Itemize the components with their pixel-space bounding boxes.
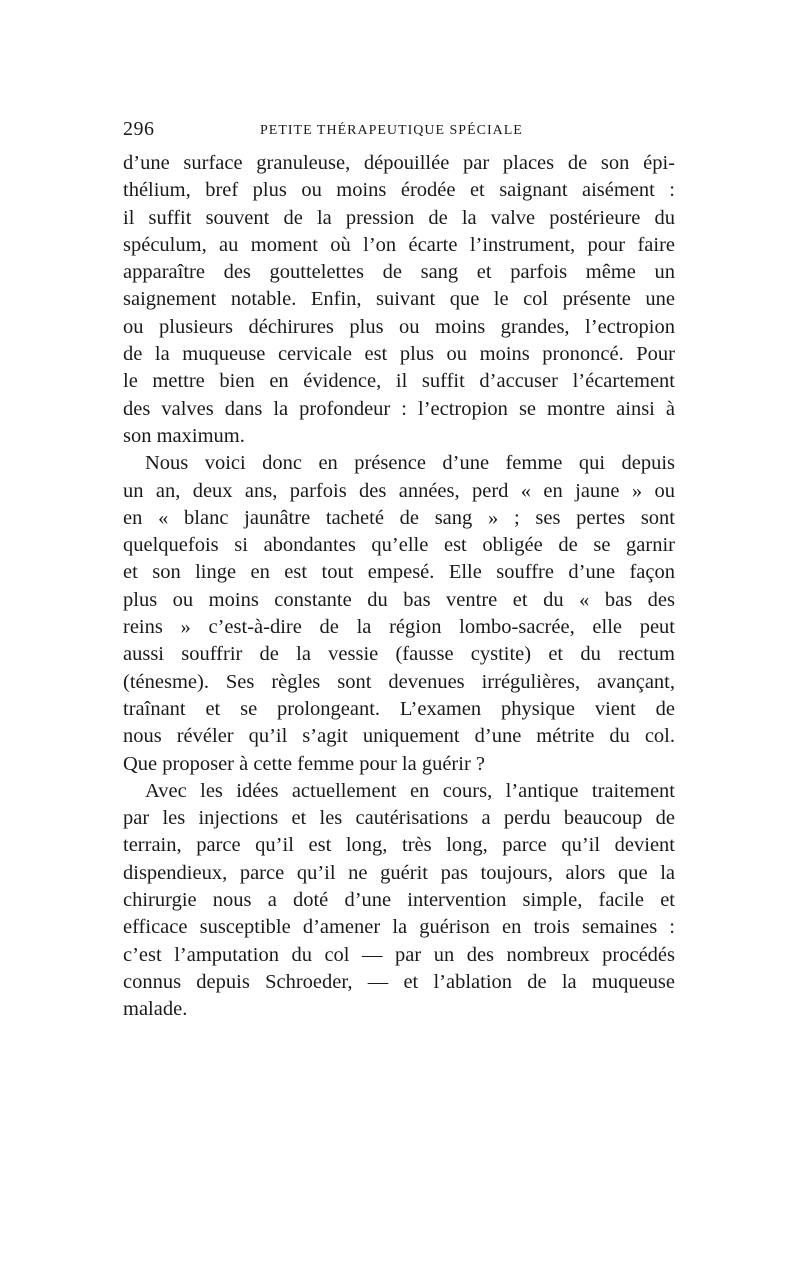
text-line: le mettre bien en évidence, il suffit d’accuser l’écartement bbox=[123, 370, 675, 393]
page-header bbox=[123, 118, 675, 148]
text-line: spéculum, au moment où l’on écarte l’instrument, pour faire bbox=[123, 233, 675, 256]
text-line: par les injections et les cautérisations a perdu beaucoup de bbox=[123, 807, 675, 830]
text-line: traînant et se prolongeant. L’examen physique vient de bbox=[123, 697, 675, 720]
page-number: 296 bbox=[123, 118, 155, 140]
text-line: nous révéler qu’il s’agit uniquement d’une métrite du col. bbox=[123, 725, 675, 748]
text-line: Nous voici donc en présence d’une femme qui depuis bbox=[145, 452, 675, 475]
text-line: quelquefois si abondantes qu’elle est obligée de se garnir bbox=[123, 534, 675, 557]
text-line: malade. bbox=[123, 998, 188, 1021]
text-line: connus depuis Schroeder, — et l’ablation de la muqueuse bbox=[123, 970, 675, 993]
text-line: ou plusieurs déchirures plus ou moins grandes, l’ectropion bbox=[123, 315, 675, 338]
text-line: thélium, bref plus ou moins érodée et saignant aisément : bbox=[123, 179, 675, 202]
body-text bbox=[123, 150, 675, 1024]
text-line: son maximum. bbox=[123, 424, 245, 447]
running-head: PETITE THÉRAPEUTIQUE SPÉCIALE bbox=[260, 123, 523, 138]
text-line: des valves dans la profondeur : l’ectropion se montre ainsi à bbox=[123, 397, 675, 420]
text-line: et son linge en est tout empesé. Elle souffre d’une façon bbox=[123, 561, 675, 584]
text-line: aussi souffrir de la vessie (fausse cystite) et du rectum bbox=[123, 643, 675, 666]
text-line: efficace susceptible d’amener la guérison en trois semaines : bbox=[123, 916, 675, 939]
text-line: de la muqueuse cervicale est plus ou moins prononcé. Pour bbox=[123, 343, 675, 366]
paragraph bbox=[123, 450, 675, 778]
text-line: apparaître des gouttelettes de sang et parfois même un bbox=[123, 261, 675, 284]
text-line: un an, deux ans, parfois des années, perd « en jaune » ou bbox=[123, 479, 675, 502]
text-line: Que proposer à cette femme pour la guérir ? bbox=[123, 752, 486, 775]
text-line: chirurgie nous a doté d’une intervention simple, facile et bbox=[123, 889, 675, 912]
paragraph bbox=[123, 150, 675, 450]
text-line: il suffit souvent de la pression de la valve postérieure du bbox=[123, 206, 675, 229]
text-line: c’est l’amputation du col — par un des nombreux procédés bbox=[123, 943, 675, 966]
text-line: terrain, parce qu’il est long, très long, parce qu’il devient bbox=[123, 834, 675, 857]
text-line: d’une surface granuleuse, dépouillée par places de son épi- bbox=[123, 152, 675, 174]
text-line: dispendieux, parce qu’il ne guérit pas toujours, alors que la bbox=[123, 861, 675, 884]
text-line: plus ou moins constante du bas ventre et du « bas des bbox=[123, 588, 675, 611]
text-line: reins » c’est-à-dire de la région lombo-sacrée, elle peut bbox=[123, 616, 675, 639]
text-line: saignement notable. Enfin, suivant que le col présente une bbox=[123, 288, 675, 311]
paragraph bbox=[123, 778, 675, 1024]
text-line: Avec les idées actuellement en cours, l’antique traitement bbox=[145, 779, 675, 802]
text-line: en « blanc jaunâtre tacheté de sang » ; ses pertes sont bbox=[123, 506, 675, 529]
text-line: (ténesme). Ses règles sont devenues irrégulières, avançant, bbox=[123, 670, 675, 693]
